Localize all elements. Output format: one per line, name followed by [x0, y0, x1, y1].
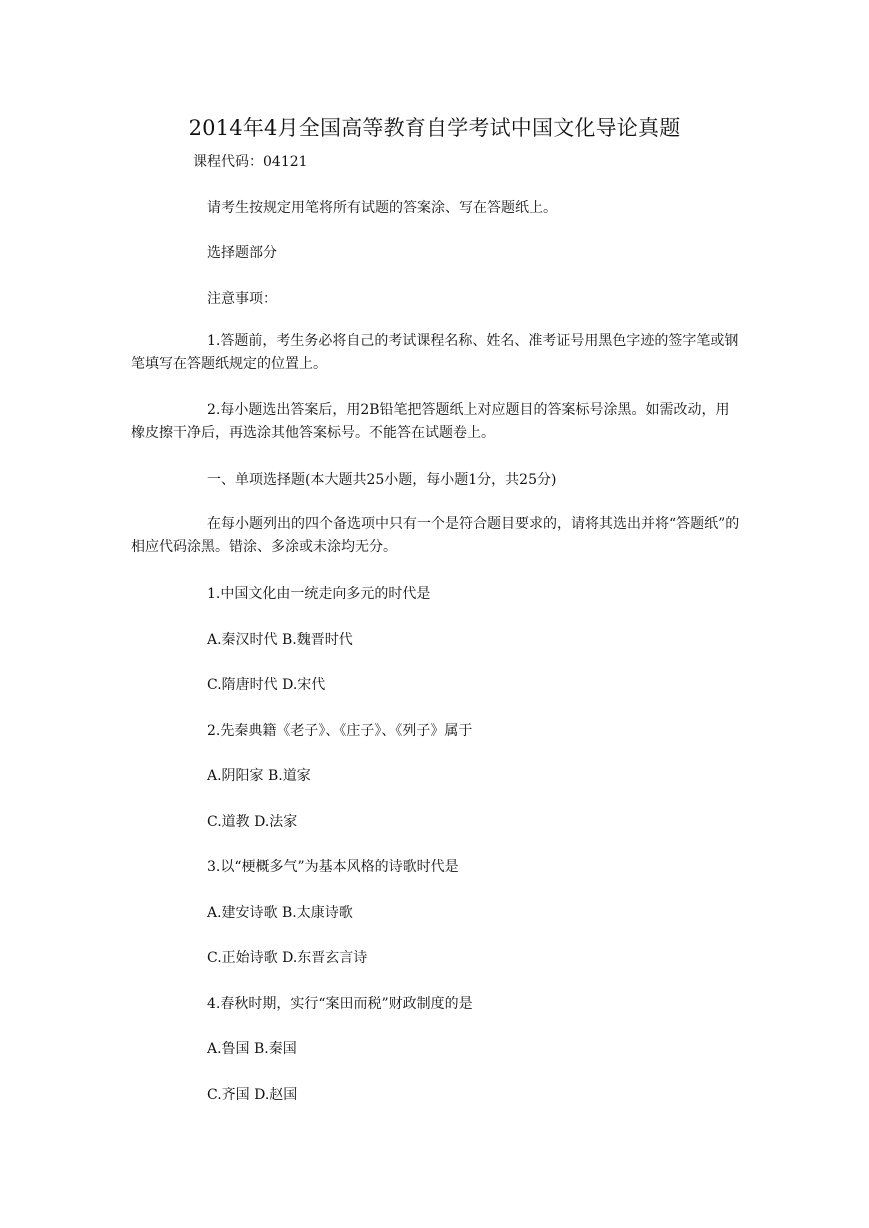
part-instruction: 在每小题列出的四个备选项中只有一个是符合题目要求的，请将其选出并将“答题纸”的相应代码涂黑。错涂、多涂或未涂均无分。: [131, 516, 740, 555]
notes-label: 注意事项：: [207, 291, 277, 307]
question-options: C.正始诗歌 D.东晋玄言诗: [207, 950, 368, 966]
question-options: C.齐国 D.赵国: [207, 1087, 298, 1103]
note-2: 2.每小题选出答案后，用2B铅笔把答题纸上对应题目的答案标号涂黑。如需改动，用橡皮擦干净后，再选涂其他答案标号。不能答在试题卷上。: [131, 402, 730, 441]
question-stem: 4.春秋时期，实行“案田而税”财政制度的是: [207, 996, 473, 1012]
question-options: A.秦汉时代 B.魏晋时代: [207, 632, 353, 648]
question-options: A.鲁国 B.秦国: [207, 1041, 297, 1057]
document-title: 2014年4月全国高等教育自学考试中国文化导论真题: [188, 116, 681, 140]
part-heading: 一、单项选择题(本大题共25小题，每小题1分，共25分): [207, 472, 557, 488]
question-options: A.阴阳家 B.道家: [207, 768, 311, 784]
question-options: C.隋唐时代 D.宋代: [207, 677, 326, 693]
question-stem: 2.先秦典籍《老子》、《庄子》、《列子》属于: [207, 723, 473, 739]
question-stem: 1.中国文化由一统走向多元的时代是: [207, 586, 431, 602]
question-options: A.建安诗歌 B.太康诗歌: [207, 905, 353, 921]
question-options: C.道教 D.法家: [207, 814, 298, 830]
question-stem: 3.以“梗概多气”为基本风格的诗歌时代是: [207, 859, 459, 875]
note-1: 1.答题前，考生务必将自己的考试课程名称、姓名、准考证号用黑色字迹的签字笔或钢笔填写在答题纸规定的位置上。: [131, 333, 739, 372]
course-code: 课程代码：04121: [193, 154, 308, 170]
section-label: 选择题部分: [207, 245, 277, 261]
answer-instruction: 请考生按规定用笔将所有试题的答案涂、写在答题纸上。: [207, 200, 557, 216]
